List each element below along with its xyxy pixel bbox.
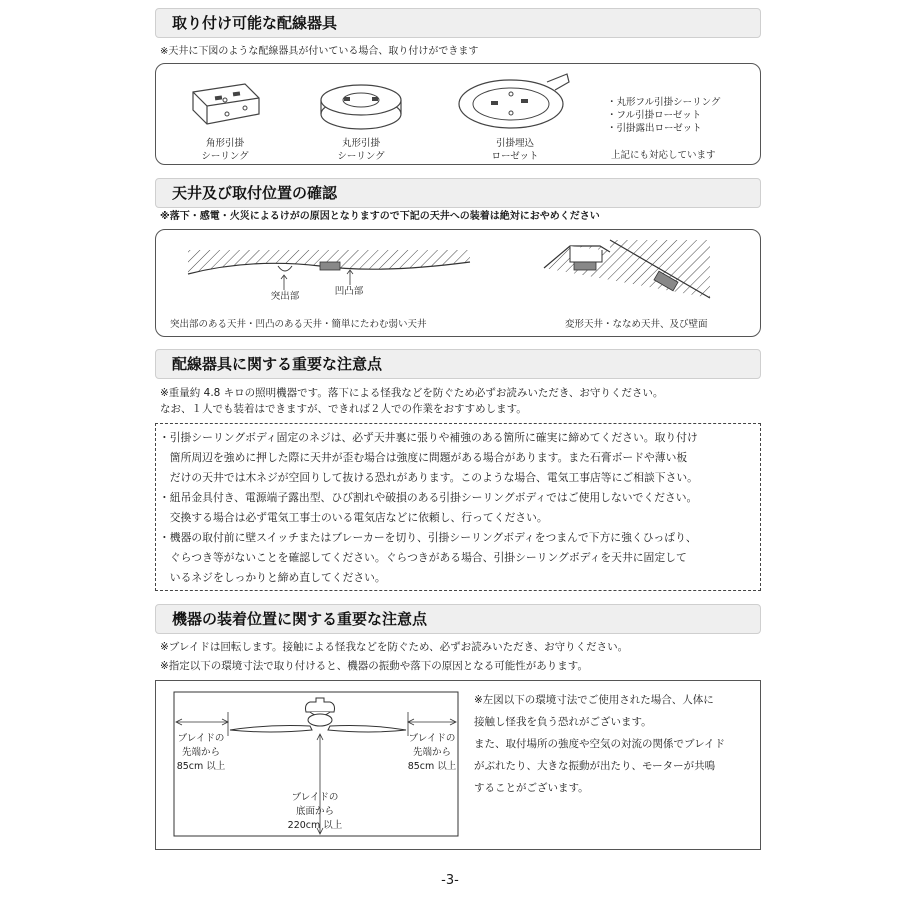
list-item: 交換する場合は必ず電気工事士のいる電気店などに依頼し、行ってください。 <box>159 511 548 524</box>
section-warning-note: ※落下・感電・火災によるけがの原因となりますので下記の天井への装着は絶対におやめください <box>160 211 600 222</box>
list-item: 箇所周辺を強めに押した際に天井が歪む場合は強度に問題がある場合があります。また石膏ボードや薄い板 <box>159 451 688 464</box>
page-number: -3- <box>441 873 459 888</box>
flush-rosette-fixture-icon <box>455 68 575 134</box>
blade-note-line-2: ※指定以下の環境寸法で取り付けると、機器の振動や落下の原因となる可能性があります。 <box>160 660 588 672</box>
slanted-ceiling-diagram <box>540 238 720 306</box>
section-title-position-notes: 機器の装着位置に関する重要な注意点 <box>155 604 761 634</box>
caption-left: 突出部のある天井・凹凸のある天井・簡単にたわむ弱い天井 <box>170 319 427 330</box>
dim-right-label: ブレイドの 先端から 85cm 以上 <box>407 733 457 772</box>
list-item: ・引掛シーリングボディ固定のネジは、必ず天井裏に張りや補強のある箇所に確実に締めてください。取り付け <box>159 431 698 444</box>
dim-left-label: ブレイドの 先端から 85cm 以上 <box>176 733 226 772</box>
fixture-label-square: 角形引掛 シーリング <box>201 138 249 162</box>
fixture-label-flush: 引掛埋込 ローゼット <box>491 138 539 162</box>
section-title-ceiling-check: 天井及び取付位置の確認 <box>155 178 761 208</box>
weight-note-line-1: ※重量約 4.8 キロの照明機器です。落下による怪我などを防ぐため必ずお読みいただき、お守りください。 <box>160 387 664 399</box>
list-item: ・機器の取付前に壁スイッチまたはブレーカーを切り、引掛シーリングボディをつまんで下方に強くひっぱり、 <box>159 531 697 544</box>
section-title-wiring-fixtures: 取り付け可能な配線器具 <box>155 8 761 38</box>
clearance-warning: ※左図以下の環境寸法でご使用された場合、人体に 接触し怪我を負う恐れがございます。 また、取付場所の強度や空気の対流の関係でブレイド がぶれたり、大きな振動が出たり、モーターが共鳴 することがございます。 <box>474 694 726 794</box>
square-ceiling-fixture-icon <box>185 78 265 133</box>
section-note: ※天井に下図のような配線器具が付いている場合、取り付けができます <box>160 46 479 57</box>
list-item: いるネジをしっかりと締め直してください。 <box>159 571 386 584</box>
caption-right: 変形天井・ななめ天井、及び壁面 <box>565 319 708 330</box>
wiring-notes-list <box>159 428 698 588</box>
section-title-wiring-notes: 配線器具に関する重要な注意点 <box>155 349 761 379</box>
fixture-label-round: 丸形引掛 シーリング <box>337 138 385 162</box>
round-ceiling-fixture-icon <box>318 76 404 132</box>
weight-note-line-2: なお、１人でも装着はできますが、できれば２人での作業をおすすめします。 <box>160 403 527 415</box>
blade-note-line-1: ※ブレイドは回転します。接触による怪我などを防ぐため、必ずお読みいただき、お守りください。 <box>160 641 629 653</box>
list-item: ・紐吊金具付き、電源端子露出型、ひび割れや破損のある引掛シーリングボディではご使用しないでください。 <box>159 491 698 504</box>
also-supported-list: ・丸形フル引掛シーリング ・フル引掛ローゼット ・引掛露出ローゼット <box>607 97 721 134</box>
uneven-label: 凹凸部 <box>334 286 364 297</box>
also-supported-note: 上記にも対応しています <box>611 150 716 161</box>
list-item: だけの天井では木ネジが空回りして抜ける恐れがあります。このような場合、電気工事店等にご相談下さい。 <box>159 471 698 484</box>
protrusion-label: 突出部 <box>270 291 300 302</box>
uneven-ceiling-diagram <box>180 240 480 310</box>
list-item: ぐらつき等がないことを確認してください。ぐらつきがある場合、引掛シーリングボディを天井に固定して <box>159 551 687 564</box>
dim-bottom-label: ブレイドの 底面から 220cm 以上 <box>287 792 343 831</box>
